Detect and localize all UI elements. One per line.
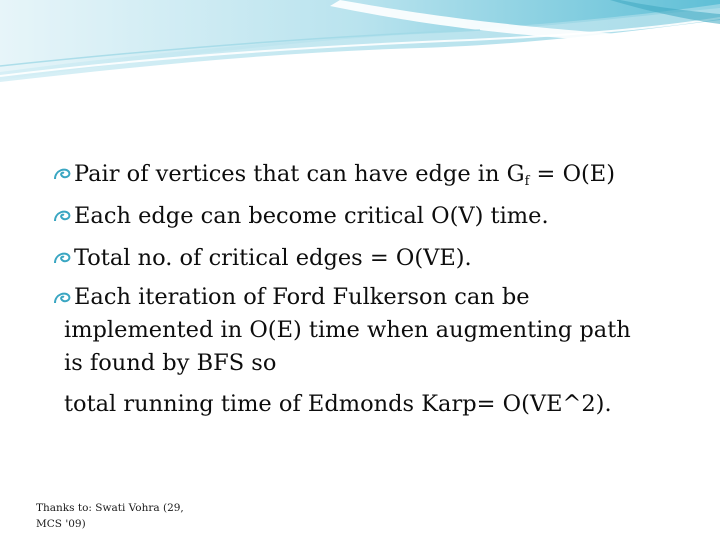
footer-credit-line-2: MCS '09) (36, 518, 86, 530)
swirl-bullet-icon (52, 288, 72, 308)
footer-credit-line-1: Thanks to: Swati Vohra (29, (36, 502, 184, 514)
bullet-3: Total no. of critical edges = O(VE). (74, 245, 472, 271)
bullet-2: Each edge can become critical O(V) time. (74, 203, 549, 229)
header-wave-decoration (0, 0, 720, 90)
bullet-1-text-pre: Pair of vertices that can have edge in G (74, 161, 525, 187)
bullet-4-line-4: total running time of Edmonds Karp= O(VE^2). (64, 391, 612, 417)
footer-credit (36, 500, 196, 532)
bullet-1 (74, 158, 615, 198)
bullet-4-line-2: implemented in O(E) time when augmenting path (64, 317, 631, 343)
swirl-bullet-icon (52, 206, 72, 226)
bullet-1-subscript: f (524, 174, 530, 189)
bullet-4-line-3: is found by BFS so (64, 350, 277, 376)
bullet-4-line-1: Each iteration of Ford Fulkerson can be (74, 284, 530, 310)
swirl-bullet-icon (52, 248, 72, 268)
bullet-1-text-post: = O(E) (529, 161, 615, 187)
swirl-bullet-icon (52, 164, 72, 184)
